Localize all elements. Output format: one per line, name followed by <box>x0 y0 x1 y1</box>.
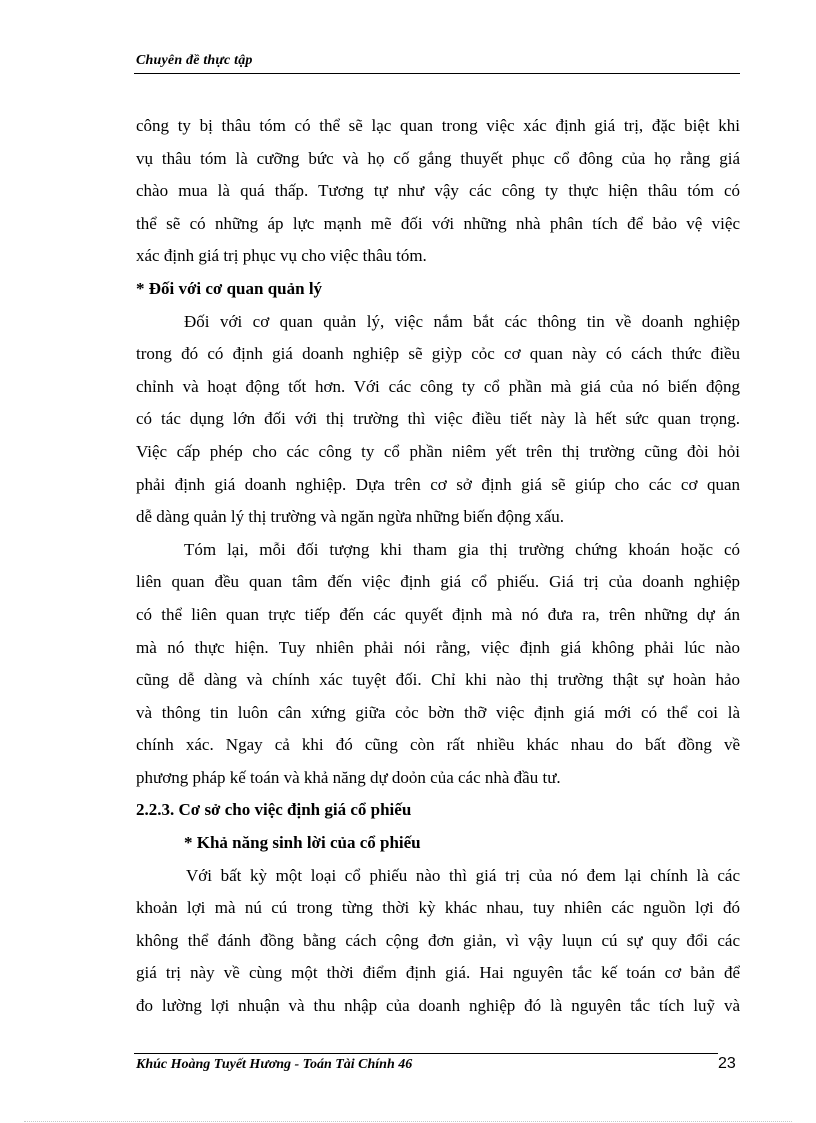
footer-author: Khúc Hoàng Tuyết Hương - Toán Tài Chính 46 <box>136 1057 413 1072</box>
paragraph-line: cũng dễ dàng và chính xác tuyệt đối. Chỉ khi nào thị trường thật sự hoàn hảo <box>136 670 740 690</box>
paragraph-line: đo lường lợi nhuận và thu nhập của doanh nghiệp đó là nguyên tắc tích luỹ và <box>136 996 740 1016</box>
paragraph-line: chào mua là quá thấp. Tương tự như vậy các công ty thực hiện thâu tóm có <box>136 181 740 201</box>
section-heading: * Đối với cơ quan quản lý <box>136 278 323 298</box>
paragraph-line: Tóm lại, mỗi đối tượng khi tham gia thị trường chứng khoán hoặc có <box>184 539 740 559</box>
paragraph-line: Đối với cơ quan quản lý, việc nắm bắt các thông tin về doanh nghiệp <box>184 311 740 331</box>
subsection-heading: * Khả năng sinh lời của cổ phiếu <box>184 833 421 853</box>
page-header-title: Chuyên đề thực tập <box>136 53 253 68</box>
paragraph-line: thể sẽ có những áp lực mạnh mẽ đối với những nhà phân tích để bảo vệ việc <box>136 213 740 233</box>
section-heading: 2.2.3. Cơ sở cho việc định giá cổ phiếu <box>136 800 412 820</box>
paragraph-line: khoản lợi mà nú cú trong từng thời kỳ khác nhau, tuy nhiên các nguồn lợi đó <box>136 898 740 918</box>
paragraph-line: công ty bị thâu tóm có thể sẽ lạc quan trong việc xác định giá trị, đặc biệt khi <box>136 116 740 135</box>
paragraph-line: có tác dụng lớn đối với thị trường thì việc điều tiết này là hết sức quan trọng. <box>136 409 740 429</box>
paragraph-line: có thể liên quan trực tiếp đến các quyết định mà nó đưa ra, trên những dự án <box>136 604 740 624</box>
page-boundary <box>24 1121 792 1122</box>
paragraph-line: vụ thâu tóm là cưỡng bức và họ cố gắng thuyết phục cổ đông của họ rằng giá <box>136 148 740 168</box>
paragraph-line: xác định giá trị phục vụ cho việc thâu tóm. <box>136 246 427 266</box>
paragraph-line: dễ dàng quản lý thị trường và ngăn ngừa những biến động xấu. <box>136 507 565 527</box>
paragraph-line: Với bất kỳ một loại cổ phiếu nào thì giá trị của nó đem lại chính là các <box>186 865 740 885</box>
header-divider <box>134 73 740 74</box>
paragraph-line: không thể đánh đồng bằng cách cộng đơn giản, vì vậy luụn cú sự quy đổi các <box>136 930 740 950</box>
paragraph-line: phải định giá doanh nghiệp. Dựa trên cơ sở định giá sẽ giúp cho các cơ quan <box>136 474 740 494</box>
document-body <box>136 110 740 1023</box>
footer-divider <box>134 1053 718 1054</box>
page-number: 23 <box>718 1055 736 1072</box>
paragraph-line: liên quan đều quan tâm đến việc định giá cổ phiếu. Giá trị của doanh nghiệp <box>136 572 740 592</box>
paragraph-line: trong đó có định giá doanh nghiệp sẽ giỳp cỏc cơ quan này có cách thức điều <box>136 344 740 364</box>
paragraph-line: phương pháp kế toán và khả năng dự doỏn của các nhà đầu tư. <box>136 767 561 787</box>
paragraph-line: mà nó thực hiện. Tuy nhiên phải nói rằng, việc định giá không phải lúc nào <box>136 637 740 657</box>
paragraph-line: chỉnh và hoạt động tốt hơn. Với các công ty cổ phần mà giá của nó biến động <box>136 376 740 396</box>
paragraph-line: giá trị này về cùng một thời điểm định giá. Hai nguyên tắc kế toán cơ bản để <box>136 963 740 983</box>
paragraph-line: chính xác. Ngay cả khi đó cũng còn rất nhiều khác nhau do bất đồng về <box>136 735 740 755</box>
paragraph-line: và thông tin luôn cân xứng giữa cỏc bờn thỡ việc định giá mới có thể coi là <box>136 702 740 722</box>
paragraph-line: Việc cấp phép cho các công ty cổ phần niêm yết trên thị trường cũng đòi hỏi <box>136 441 740 461</box>
